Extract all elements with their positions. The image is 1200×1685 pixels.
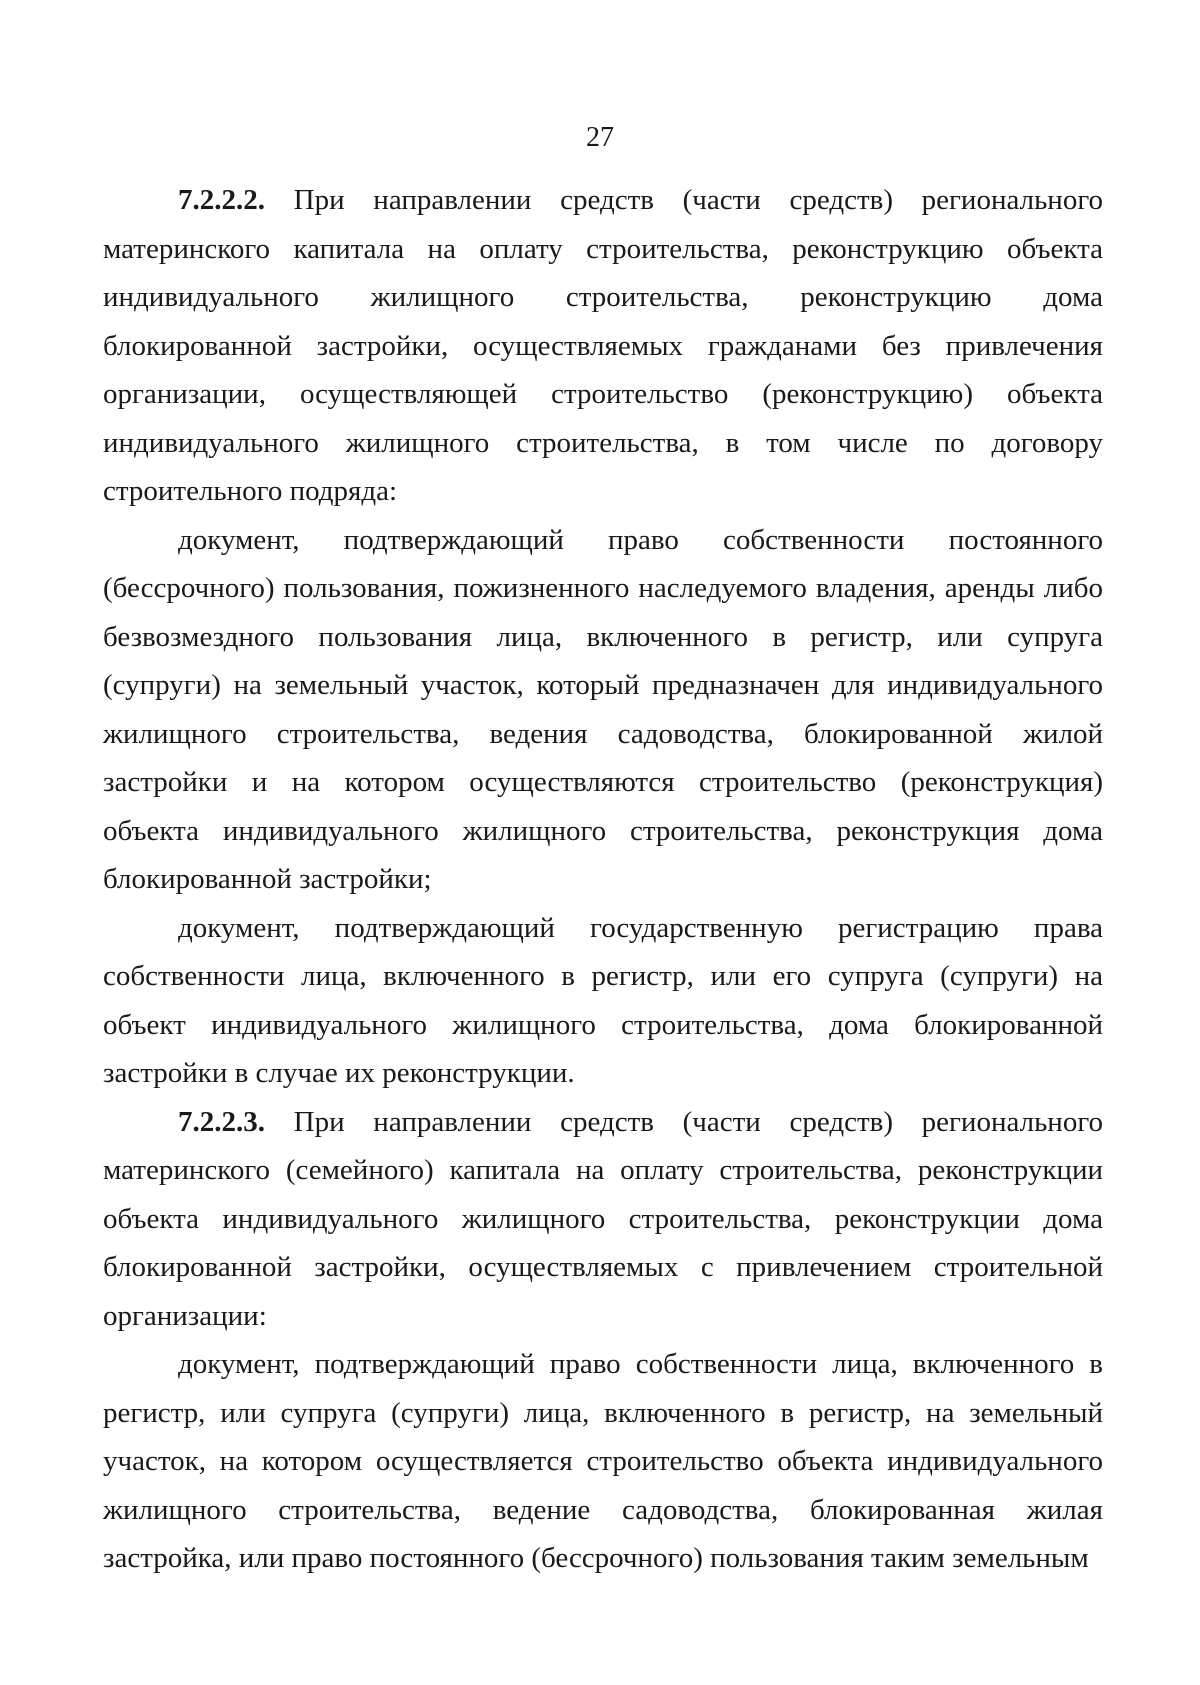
paragraph-land-document <box>103 516 1103 904</box>
clause-number: 7.2.2.2. <box>178 184 265 216</box>
document-body <box>103 176 1103 1583</box>
clause-number: 7.2.2.3. <box>178 1105 265 1138</box>
paragraph-7-2-2-3 <box>103 1098 1103 1341</box>
paragraph-text: При направлении средств (части средств) регионального материнского капитала на оплату строительства, реконструкцию объекта индивидуального жилищного строительства, реконструкцию дома блокированной застройки, осуществляемых гражданами без привлечения организации, осуществляющей строительство (реконструкцию) объекта индивидуального жилищного строительства, в том числе по договору строительного подряда: <box>103 184 1103 507</box>
paragraph-registration-document <box>103 904 1103 1098</box>
paragraph-ownership-document <box>103 1340 1103 1583</box>
paragraph-text: документ, подтверждающий право собственности лица, включенного в регистр, или супруга (супруги) лица, включенного в регистр, на земельный участок, на котором осуществляется строительство объекта индивидуального жилищного строительства, ведение садоводства, блокированная жилая застройка, или право постоянного (бессрочного) пользования таким земельным <box>103 1348 1103 1574</box>
paragraph-text: документ, подтверждающий государственную регистрацию права собственности лица, включенного в регистр, или его супруга (супруги) на объект индивидуального жилищного строительства, дома блокированной застройки в случае их реконструкции. <box>103 911 1103 1089</box>
paragraph-text: При направлении средств (части средств) регионального материнского (семейного) капитала на оплату строительства, реконструкции объекта индивидуального жилищного строительства, реконструкции дома блокированной застройки, осуществляемых с привлечением строительной организации: <box>103 1105 1103 1332</box>
paragraph-text: документ, подтверждающий право собственности постоянного (бессрочного) пользования, пожизненного наследуемого владения, аренды либо безвозмездного пользования лица, включенного в регистр, или супруга (супруги) на земельный участок, который предназначен для индивидуального жилищного строительства, ведения садоводства, блокированной жилой застройки и на котором осуществляются строительство (реконструкция) объекта индивидуального жилищного строительства, реконструкция дома блокированной застройки; <box>103 523 1103 895</box>
page-number: 27 <box>586 122 614 153</box>
paragraph-7-2-2-2 <box>103 176 1103 516</box>
